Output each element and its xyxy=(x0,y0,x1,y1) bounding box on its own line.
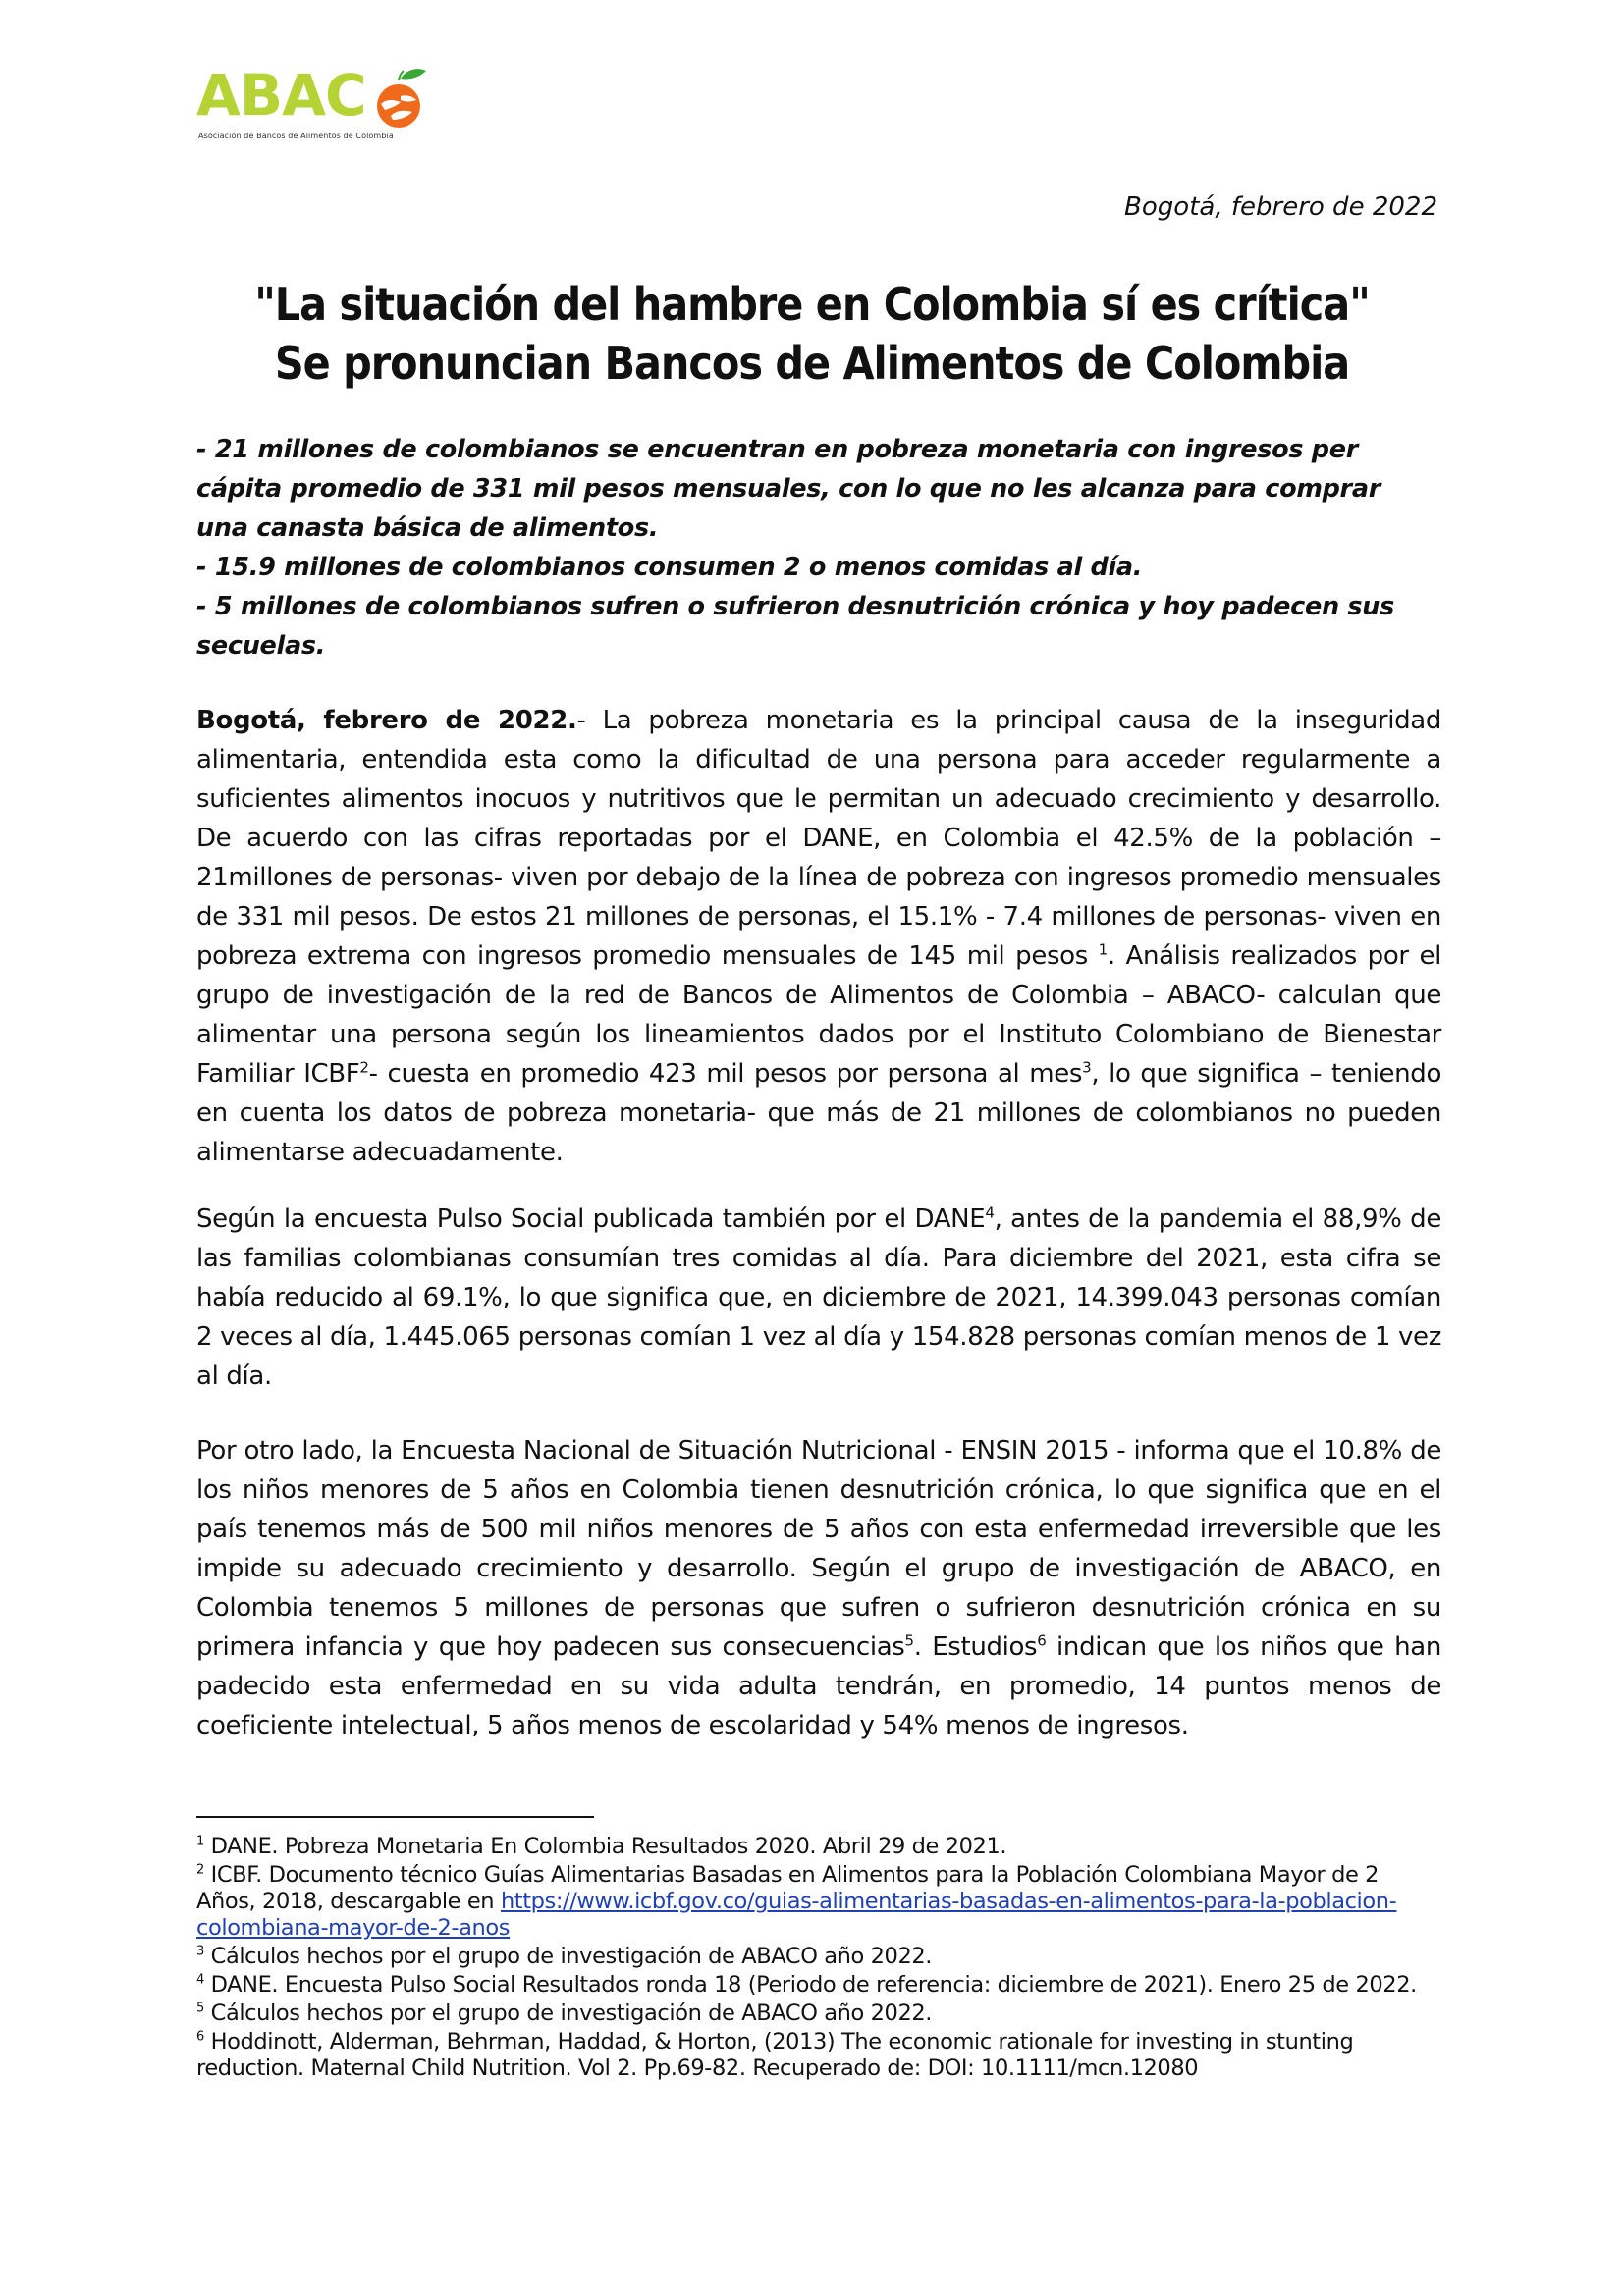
paragraph-lead: Bogotá, febrero de 2022. xyxy=(196,706,577,735)
footnote-ref-3[interactable]: 3 xyxy=(1082,1058,1092,1077)
footnotes xyxy=(196,1834,1441,2084)
footnote-number: 2 xyxy=(196,1862,204,1878)
footnote-ref-2[interactable]: 2 xyxy=(359,1058,369,1077)
highlights-list xyxy=(196,430,1437,666)
abaco-logo xyxy=(196,61,424,147)
footnote-number: 3 xyxy=(196,1944,204,1959)
paragraph-text: , antes de la pandemia el 88,9% de las familias colombianas consumían tres comidas al día. Para diciembre del 2021, esta cifra se había reducido al 69.1%, lo que significa que, en diciembre de 2021, 14.399.043 personas comían 2 veces al día, 1.445.065 personas comían 1 vez al día y 154.828 personas comían menos de 1 vez al día. xyxy=(196,1204,1441,1391)
footnote-6 xyxy=(196,2029,1441,2082)
footnote-text: Hoddinott, Alderman, Behrman, Haddad, & Horton, (2013) The economic rationale for investing in stunting reduction. Maternal Child Nutrition. Vol 2. Pp.69-82. Recuperado de: DOI: 10.1111/mcn.12080 xyxy=(196,2029,1354,2081)
paragraph-text: . Estudios xyxy=(913,1632,1038,1662)
highlight-item: - 15.9 millones de colombianos consumen 2 o menos comidas al día. xyxy=(196,553,1143,582)
footnote-number: 6 xyxy=(196,2029,204,2045)
paragraph-text: - La pobreza monetaria es la principal causa de la inseguridad alimentaria, entendida esta como la dificultad de una persona para acceder regularmente a suficientes alimentos inocuos y nutritivos que le permitan un adecuado crecimiento y desarrollo. De acuerdo con las cifras reportadas por el DANE, en Colombia el 42.5% de la población – 21millones de personas- viven por debajo de la línea de pobreza con ingresos promedio mensuales de 331 mil pesos. De estos 21 millones de personas, el 15.1% - 7.4 millones de personas- viven en pobreza extrema con ingresos promedio mensuales de 145 mil pesos xyxy=(196,706,1441,971)
footnote-2 xyxy=(196,1862,1441,1942)
logo-wordmark: ABAC xyxy=(196,62,366,129)
title-line-1: "La situación del hambre en Colombia sí es crítica" xyxy=(254,278,1370,331)
paragraph-text: indican que los niños que han padecido esta enfermedad en su vida adulta tendrán, en promedio, 14 puntos menos de coeficiente intelectual, 5 años menos de escolaridad y 54% menos de ingresos. xyxy=(196,1632,1441,1740)
paragraph-text: Según la encuesta Pulso Social publicada también por el DANE xyxy=(196,1204,986,1234)
paragraph-text: Por otro lado, la Encuesta Nacional de Situación Nutricional - ENSIN 2015 - informa que el 10.8% de los niños menores de 5 años en Colombia tienen desnutrición crónica, lo que significa que en el país tenemos más de 500 mil niños menores de 5 años con esta enfermedad irreversible que les impide su adecuado crecimiento y desarrollo. Según el grupo de investigación de ABACO, en Colombia tenemos 5 millones de personas que sufren o sufrieron desnutrición crónica en su primera infancia y que hoy padecen sus consecuencias xyxy=(196,1436,1441,1662)
footnote-text: DANE. Encuesta Pulso Social Resultados ronda 18 (Periodo de referencia: diciembre de 2021). Enero 25 de 2022. xyxy=(203,1972,1417,1998)
footnote-ref-5[interactable]: 5 xyxy=(904,1631,914,1650)
footnote-1 xyxy=(196,1834,1441,1860)
icbf-guide-link[interactable]: https://www.icbf.gov.co/guias-alimentarias-basadas-en-alimentos-para-la-poblacion-colombiana-mayor-de-2-anos xyxy=(196,1889,1397,1941)
footnote-ref-4[interactable]: 4 xyxy=(985,1203,995,1222)
paragraph-pulso-social xyxy=(196,1200,1441,1396)
footnote-number: 5 xyxy=(196,2001,204,2016)
footnote-ref-1[interactable]: 1 xyxy=(1098,940,1108,959)
dateline: Bogotá, febrero de 2022 xyxy=(1124,192,1437,222)
paragraph-text: , lo que significa – teniendo en cuenta los datos de pobreza monetaria- que más de 21 millones de colombianos no pueden alimentarse adecuadamente. xyxy=(196,1059,1442,1167)
footnote-text: Cálculos hechos por el grupo de investigación de ABACO año 2022. xyxy=(203,1944,933,1969)
orange-hands-icon xyxy=(371,65,430,130)
paragraph-poverty xyxy=(196,701,1441,1172)
footnote-number: 4 xyxy=(196,1972,204,1988)
footnote-text: ICBF. Documento técnico Guías Alimentarias Basadas en Alimentos para la Población Colombiana Mayor de 2 Años, 2018, descargable en xyxy=(196,1862,1380,1914)
footnote-3 xyxy=(196,1944,1441,1970)
footnote-text: Cálculos hechos por el grupo de investigación de ABACO año 2022. xyxy=(203,2001,933,2026)
footnote-text: DANE. Pobreza Monetaria En Colombia Resultados 2020. Abril 29 de 2021. xyxy=(203,1834,1007,1859)
title-line-2: Se pronuncian Bancos de Alimentos de Colombia xyxy=(274,337,1350,390)
highlight-item: - 21 millones de colombianos se encuentran en pobreza monetaria con ingresos per cápita promedio de 331 mil pesos mensuales, con lo que no les alcanza para comprar una canasta básica de alimentos. xyxy=(196,435,1381,543)
footnote-ref-6[interactable]: 6 xyxy=(1037,1631,1047,1650)
footnote-separator xyxy=(196,1816,594,1818)
footnote-number: 1 xyxy=(196,1834,204,1849)
paragraph-text: . Análisis realizados por el grupo de investigación de la red de Bancos de Alimentos de Colombia – ABACO- calculan que alimentar una persona según los lineamientos dados por el Instituto Colombiano de Bienestar Familiar ICBF xyxy=(196,941,1441,1089)
highlight-item: - 5 millones de colombianos sufren o sufrieron desnutrición crónica y hoy padecen sus secuelas. xyxy=(196,592,1394,661)
footnote-4 xyxy=(196,1972,1441,1999)
logo-tagline: Asociación de Bancos de Alimentos de Colombia xyxy=(198,132,394,140)
footnote-5 xyxy=(196,2001,1441,2027)
paragraph-ensin xyxy=(196,1431,1441,1745)
press-release-title xyxy=(147,275,1477,393)
paragraph-text: - cuesta en promedio 423 mil pesos por persona al mes xyxy=(368,1059,1083,1089)
